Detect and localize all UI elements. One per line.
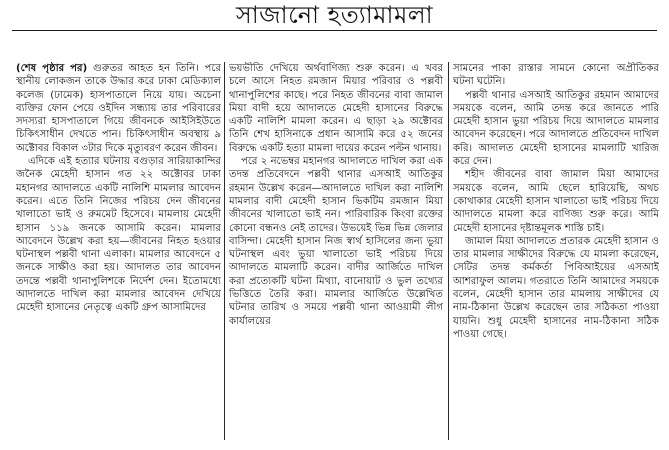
article-column-3 [453,62,659,448]
paragraph: এদিকে এই হত্যার ঘটনায় বগুড়ার সারিয়াকান্দির জনৈক মেহেদী হাসান গত ২২ অক্টোবর ঢাকা মহানগর আদালতে একটি নালিশি মামলার আবেদন করেন। এতে তিনি নিজের পরিচয় দেন জীবনের খালাতো ভাই ও রুমমেট হিসেবে। মামলায় মেহেদী হাসান ১১৯ জনকে আসামি করেন। মামলার আবেদনে উল্লেখ করা হয়—জীবনের নিহত হওয়ার ঘটনাস্থল পল্লবী থানা এলাকা। মামলার আবেদনে ৫ জনকে সাক্ষীও করা হয়। আদালত তার আবেদন তদন্তে পল্লবী থানাপুলিশকে নির্দেশ দেন। ইতোমধ্যে আদালতে দাখিল করা মামলার আবেদন দেখিয়ে মেহেদী হাসানের নেতৃত্বে একটি গ্রুপ আসামিদের [16,156,221,314]
paragraph: সামনের পাকা রাস্তার সামনে কোনো অপ্রীতিকর ঘটনা ঘটেনি। [453,63,659,88]
paragraph: শহীদ জীবনের বাবা জামাল মিয়া আমাদের সময়কে বলেন, আমি ছেলে হারিয়েছি, অথচ কোথাকার মেহেদী হাসান খালাতো ভাই পরিচয় দিয়ে আদালতে মামলা করে বাণিজ্য শুরু করে। আমি মেহেদী হাসানের দৃষ্টান্তমূলক শাস্তি চাই। [453,169,659,234]
headline-rule [12,30,657,31]
article-column-2 [229,62,443,448]
headline: সাজানো হত্যামামলা [235,1,434,29]
paragraph: ভয়ভীতি দেখিয়ে অর্থবাণিজ্য শুরু করেন। এ খবর চলে আসে নিহত রমজান মিয়ার পরিবার ও পল্লবী থানাপুলিশের কাছে। পরে নিহত জীবনের বাবা জামাল মিয়া বাদী হয়ে আদালতে মেহেদী হাসানের বিরুদ্ধে একটি নালিশি মামলা করেন। এ ছাড়া ২৯ অক্টোবর তিনি শেখ হাসিনাকে প্রধান আসামি করে ৫২ জনের বিরুদ্ধে একটি হত্যা মামলা দায়ের করেন পল্টন থানায়। [229,63,443,154]
column-divider-2 [448,62,449,440]
paragraph: জামাল মিয়া আদালতে প্রতারক মেহেদী হাসান ও তার মামলার সাক্ষীদের বিরুদ্ধে যে মামলা করেছেন, সেটির তদন্ত কর্মকর্তা পিবিআইয়ের এসআই আশরাফুল আলম। গতরাতে তিনি আমাদের সময়কে বলেন, মেহেদী হাসান তার মামলায় সাক্ষীদের যে নাম-ঠিকানা উল্লেখ করেছেন তার সঠিকতা পাওয়া যায়নি। শুধু মেহেদী হাসানের নাম-ঠিকানা সঠিক পাওয়া গেছে। [453,235,659,340]
paragraph: পল্লবী থানার এসআই আতিকুর রহমান আমাদের সময়কে বলেন, আমি তদন্ত করে জানতে পারি মেহেদী হাসান ভুয়া পরিচয় দিয়ে আদালতে মামলার আবেদন করেছেন। পরে আদালতে প্রতিবেদন দাখিল করি। আদালত মেহেদী হাসানের মামলাটি খারিজ করে দেন। [453,89,659,168]
article-column-1 [16,62,221,448]
continued-from-label: (শেষ পৃষ্ঠার পর) [16,63,88,74]
column-divider-1 [224,62,225,440]
paragraph-text: গুরুতর আহত হন তিনি। পরে স্থানীয় লোকজন তাকে উদ্ধার করে ঢাকা মেডিক্যাল কলেজ (ঢামেক) হাসপাতালে নিয়ে যায়। অচেনা ব্যক্তির ফোন পেয়ে ওইদিন সন্ধ্যায় তার পরিবারের সদস্যরা হাসপাতালে গিয়ে জীবনকে আইসিইউতে চিকিৎসাধীন দেখতে পান। চিকিৎসাধীন অবস্থায় ৯ অক্টোবর বিকাল ৩টার দিকে মৃত্যুবরণ করেন জীবন। [16,63,221,154]
paragraph: পরে ২ নভেম্বর মহানগর আদালতে দাখিল করা এক তদন্ত প্রতিবেদনে পল্লবী থানার এসআই আতিকুর রহমান উল্লেখ করেন—আদালতে দাখিল করা নালিশি মামলার বাদী মেহেদী হাসান ভিকটিম রমজান মিয়া জীবনের খালাতো ভাই নন। পারিবারিক কিংবা রক্তের কোনো বন্ধনও নেই তাদের। উভয়েই ভিন্ন ভিন্ন জেলার বাসিন্দা। মেহেদী হাসান নিজ স্বার্থ হাসিলের জন্য ভুয়া ঘটনাস্থল এবং ভুয়া খালাতো ভাই পরিচয় দিয়ে আদালতে মামলাটি করেন। বাদীর আর্জিতে দাখিল করা প্রত্যেকটি ঘটনা মিথ্যা, বানোয়াট ও ভুল তথ্যের ভিত্তিতে তৈরি করা। মামলার আর্জিতে উল্লেখিত ঘটনার তারিখ ও সময়ে পল্লবী থানা আওয়ামী লীগ কার্যালয়ের [229,156,443,327]
paragraph [16,62,221,155]
